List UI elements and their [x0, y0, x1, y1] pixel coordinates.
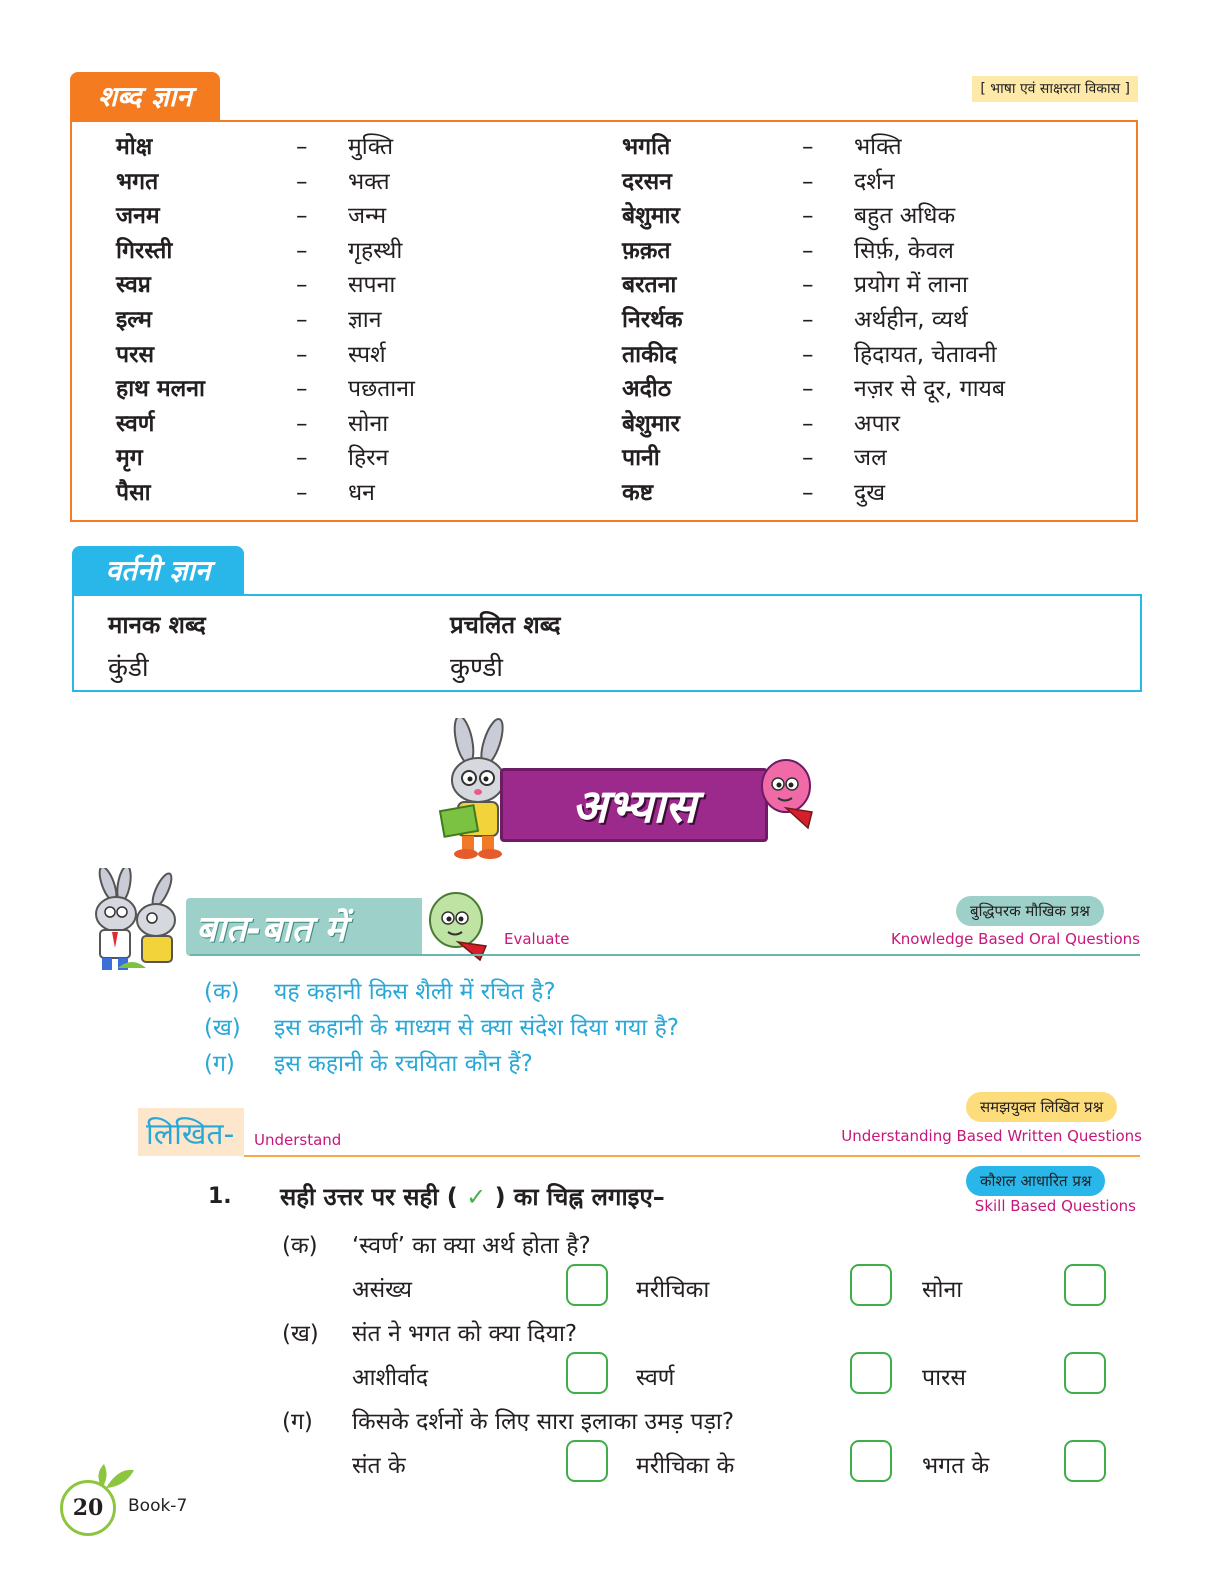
- vocabulary-meaning: जन्म: [348, 203, 387, 230]
- sub-question: (ख) संत ने भगत को क्या दिया?: [282, 1321, 578, 1347]
- vocabulary-meaning: भक्ति: [854, 134, 902, 160]
- vocabulary-word: अदीठ: [622, 376, 672, 403]
- dash-separator: –: [296, 410, 308, 437]
- vocabulary-meaning: गृहस्थी: [348, 237, 403, 264]
- vocabulary-meaning: भक्त: [348, 168, 390, 195]
- vocabulary-row: [116, 234, 596, 268]
- vocabulary-word: हाथ मलना: [116, 376, 205, 403]
- vocabulary-row: [622, 234, 1102, 268]
- option-label: स्वर्ण: [636, 1365, 675, 1391]
- dash-separator: –: [296, 168, 308, 195]
- vocabulary-word: जनम: [116, 203, 160, 230]
- vocabulary-word: इल्म: [116, 307, 152, 333]
- vocabulary-meaning: दर्शन: [854, 168, 895, 195]
- evaluate-label: Evaluate: [504, 930, 570, 948]
- vocabulary-row: [622, 303, 1102, 337]
- vocabulary-meaning: प्रयोग में लाना: [854, 272, 968, 299]
- dash-separator: –: [802, 203, 814, 230]
- divider: [190, 954, 1140, 956]
- vocabulary-row: [622, 476, 1102, 510]
- answer-checkbox[interactable]: [566, 1440, 608, 1482]
- vocabulary-meaning: पछताना: [348, 376, 415, 403]
- vocabulary-word: बेशुमार: [622, 410, 680, 437]
- shabd-gyan-title: शब्द ज्ञान: [70, 72, 220, 120]
- vocabulary-meaning: अपार: [854, 410, 900, 437]
- vocabulary-box: [70, 120, 1138, 522]
- abhyas-banner: अभ्यास: [500, 768, 768, 842]
- vocabulary-word: बेशुमार: [622, 203, 680, 230]
- dash-separator: –: [296, 203, 308, 230]
- vocabulary-word: पैसा: [116, 480, 151, 506]
- vocabulary-word: फ़क़त: [622, 237, 671, 264]
- skill-question-badge: कौशल आधारित प्रश्न: [966, 1166, 1105, 1196]
- vocabulary-word: भगति: [622, 134, 671, 160]
- dash-separator: –: [296, 376, 308, 403]
- dash-separator: –: [296, 341, 308, 368]
- option-label: आशीर्वाद: [352, 1365, 429, 1391]
- vocabulary-meaning: सिर्फ़, केवल: [854, 237, 954, 264]
- literacy-tag: [ भाषा एवं साक्षरता विकास ]: [972, 76, 1138, 102]
- vocabulary-word: पानी: [622, 445, 660, 472]
- dash-separator: –: [802, 134, 814, 160]
- vocabulary-row: [116, 303, 596, 337]
- option-label: संत के: [352, 1453, 406, 1479]
- vocabulary-row: [116, 199, 596, 233]
- option-label: मरीचिका के: [636, 1453, 735, 1479]
- vocabulary-meaning: सोना: [348, 410, 389, 437]
- divider: [244, 1155, 1140, 1157]
- answer-checkbox[interactable]: [1064, 1440, 1106, 1482]
- vocabulary-row: [116, 338, 596, 372]
- common-word-heading: प्रचलित शब्द: [450, 611, 561, 639]
- dash-separator: –: [802, 480, 814, 506]
- dash-separator: –: [802, 307, 814, 333]
- common-word: कुण्डी: [450, 653, 503, 683]
- vocabulary-meaning: बहुत अधिक: [854, 203, 956, 230]
- dash-separator: –: [296, 237, 308, 264]
- oral-question-subtitle: Knowledge Based Oral Questions: [890, 930, 1140, 948]
- dash-separator: –: [802, 272, 814, 299]
- oral-question: (ग) इस कहानी के रचयिता कौन हैं?: [204, 1051, 533, 1077]
- baat-baat-mein-banner: बात-बात में: [186, 898, 422, 956]
- vocabulary-meaning: जल: [854, 445, 887, 472]
- dash-separator: –: [802, 168, 814, 195]
- vocabulary-meaning: धन: [348, 480, 375, 506]
- vocabulary-meaning: अर्थहीन, व्यर्थ: [854, 307, 968, 333]
- vocabulary-word: परस: [116, 341, 155, 368]
- answer-checkbox[interactable]: [850, 1440, 892, 1482]
- pencil-mascot-icon: [758, 756, 818, 832]
- vocabulary-meaning: सपना: [348, 272, 396, 299]
- answer-checkbox[interactable]: [1064, 1264, 1106, 1306]
- vocabulary-word: स्वप्न: [116, 272, 151, 299]
- vocabulary-word: ताकीद: [622, 341, 677, 368]
- vocabulary-row: [622, 199, 1102, 233]
- vocabulary-row: [622, 407, 1102, 441]
- skill-question-subtitle: Skill Based Questions: [974, 1197, 1136, 1215]
- vocabulary-row: [622, 130, 1102, 164]
- sub-question: (क) ‘स्वर्ण’ का क्या अर्थ होता है?: [282, 1233, 591, 1259]
- option-label: पारस: [922, 1365, 966, 1391]
- vocabulary-meaning: नज़र से दूर, गायब: [854, 376, 1006, 403]
- vocabulary-row: [116, 407, 596, 441]
- spelling-box: [72, 594, 1142, 692]
- two-rabbits-icon: [72, 868, 192, 976]
- option-label: भगत के: [922, 1453, 990, 1479]
- pencil-mascot-icon: [424, 890, 494, 962]
- checkmark-icon: ✓: [466, 1183, 487, 1211]
- dash-separator: –: [802, 341, 814, 368]
- dash-separator: –: [802, 445, 814, 472]
- dash-separator: –: [802, 376, 814, 403]
- vocabulary-meaning: हिदायत, चेतावनी: [854, 341, 997, 368]
- written-question-subtitle: Understanding Based Written Questions: [841, 1127, 1142, 1145]
- oral-question: (ख) इस कहानी के माध्यम से क्या संदेश दिया गया है?: [204, 1015, 679, 1041]
- vocabulary-row: [622, 268, 1102, 302]
- vartani-gyan-title: वर्तनी ज्ञान: [72, 546, 244, 594]
- oral-question: (क) यह कहानी किस शैली में रचित है?: [204, 979, 556, 1005]
- dash-separator: –: [296, 480, 308, 506]
- vocabulary-meaning: ज्ञान: [348, 307, 382, 333]
- dash-separator: –: [296, 272, 308, 299]
- vocabulary-row: [116, 130, 596, 164]
- dash-separator: –: [802, 237, 814, 264]
- vocabulary-meaning: मुक्ति: [348, 134, 394, 160]
- vocabulary-meaning: स्पर्श: [348, 341, 386, 368]
- option-label: असंख्य: [352, 1277, 412, 1303]
- understand-label: Understand: [254, 1131, 342, 1149]
- written-question-badge: समझयुक्त लिखित प्रश्न: [966, 1092, 1117, 1122]
- question-instruction: सही उत्तर पर सही ( ✓ ) का चिह्न लगाइए–: [280, 1183, 665, 1211]
- vocabulary-word: कष्ट: [622, 480, 654, 506]
- vocabulary-word: दरसन: [622, 168, 672, 195]
- vocabulary-row: [622, 372, 1102, 406]
- answer-checkbox[interactable]: [850, 1352, 892, 1394]
- vocabulary-word: गिरस्ती: [116, 237, 173, 264]
- standard-word: कुंडी: [108, 653, 149, 683]
- answer-checkbox[interactable]: [850, 1264, 892, 1306]
- dash-separator: –: [296, 134, 308, 160]
- option-label: मरीचिका: [636, 1277, 710, 1303]
- vocabulary-row: [116, 441, 596, 475]
- sub-question: (ग) किसके दर्शनों के लिए सारा इलाका उमड़ पड़ा?: [282, 1409, 735, 1435]
- vocabulary-row: [116, 165, 596, 199]
- vocabulary-word: मोक्ष: [116, 134, 153, 160]
- vocabulary-meaning: दुख: [854, 480, 886, 506]
- vocabulary-row: [116, 268, 596, 302]
- vocabulary-word: बरतना: [622, 272, 677, 299]
- answer-checkbox[interactable]: [566, 1264, 608, 1306]
- vocabulary-row: [116, 372, 596, 406]
- vocabulary-word: निरर्थक: [622, 307, 683, 333]
- answer-checkbox[interactable]: [566, 1352, 608, 1394]
- book-label: Book-7: [128, 1496, 188, 1516]
- option-label: सोना: [922, 1277, 963, 1303]
- question-number: 1.: [208, 1184, 232, 1209]
- vocabulary-row: [622, 165, 1102, 199]
- likhit-heading: लिखित-: [138, 1108, 244, 1156]
- oral-question-badge: बुद्धिपरक मौखिक प्रश्न: [956, 896, 1104, 926]
- vocabulary-word: भगत: [116, 168, 159, 195]
- page-number: 20: [60, 1480, 116, 1536]
- dash-separator: –: [802, 410, 814, 437]
- vocabulary-row: [116, 476, 596, 510]
- vocabulary-word: मृग: [116, 445, 143, 472]
- dash-separator: –: [296, 445, 308, 472]
- vocabulary-row: [622, 441, 1102, 475]
- answer-checkbox[interactable]: [1064, 1352, 1106, 1394]
- vocabulary-meaning: हिरन: [348, 445, 389, 472]
- standard-word-heading: मानक शब्द: [108, 611, 206, 639]
- dash-separator: –: [296, 307, 308, 333]
- vocabulary-word: स्वर्ण: [116, 410, 155, 437]
- vocabulary-row: [622, 338, 1102, 372]
